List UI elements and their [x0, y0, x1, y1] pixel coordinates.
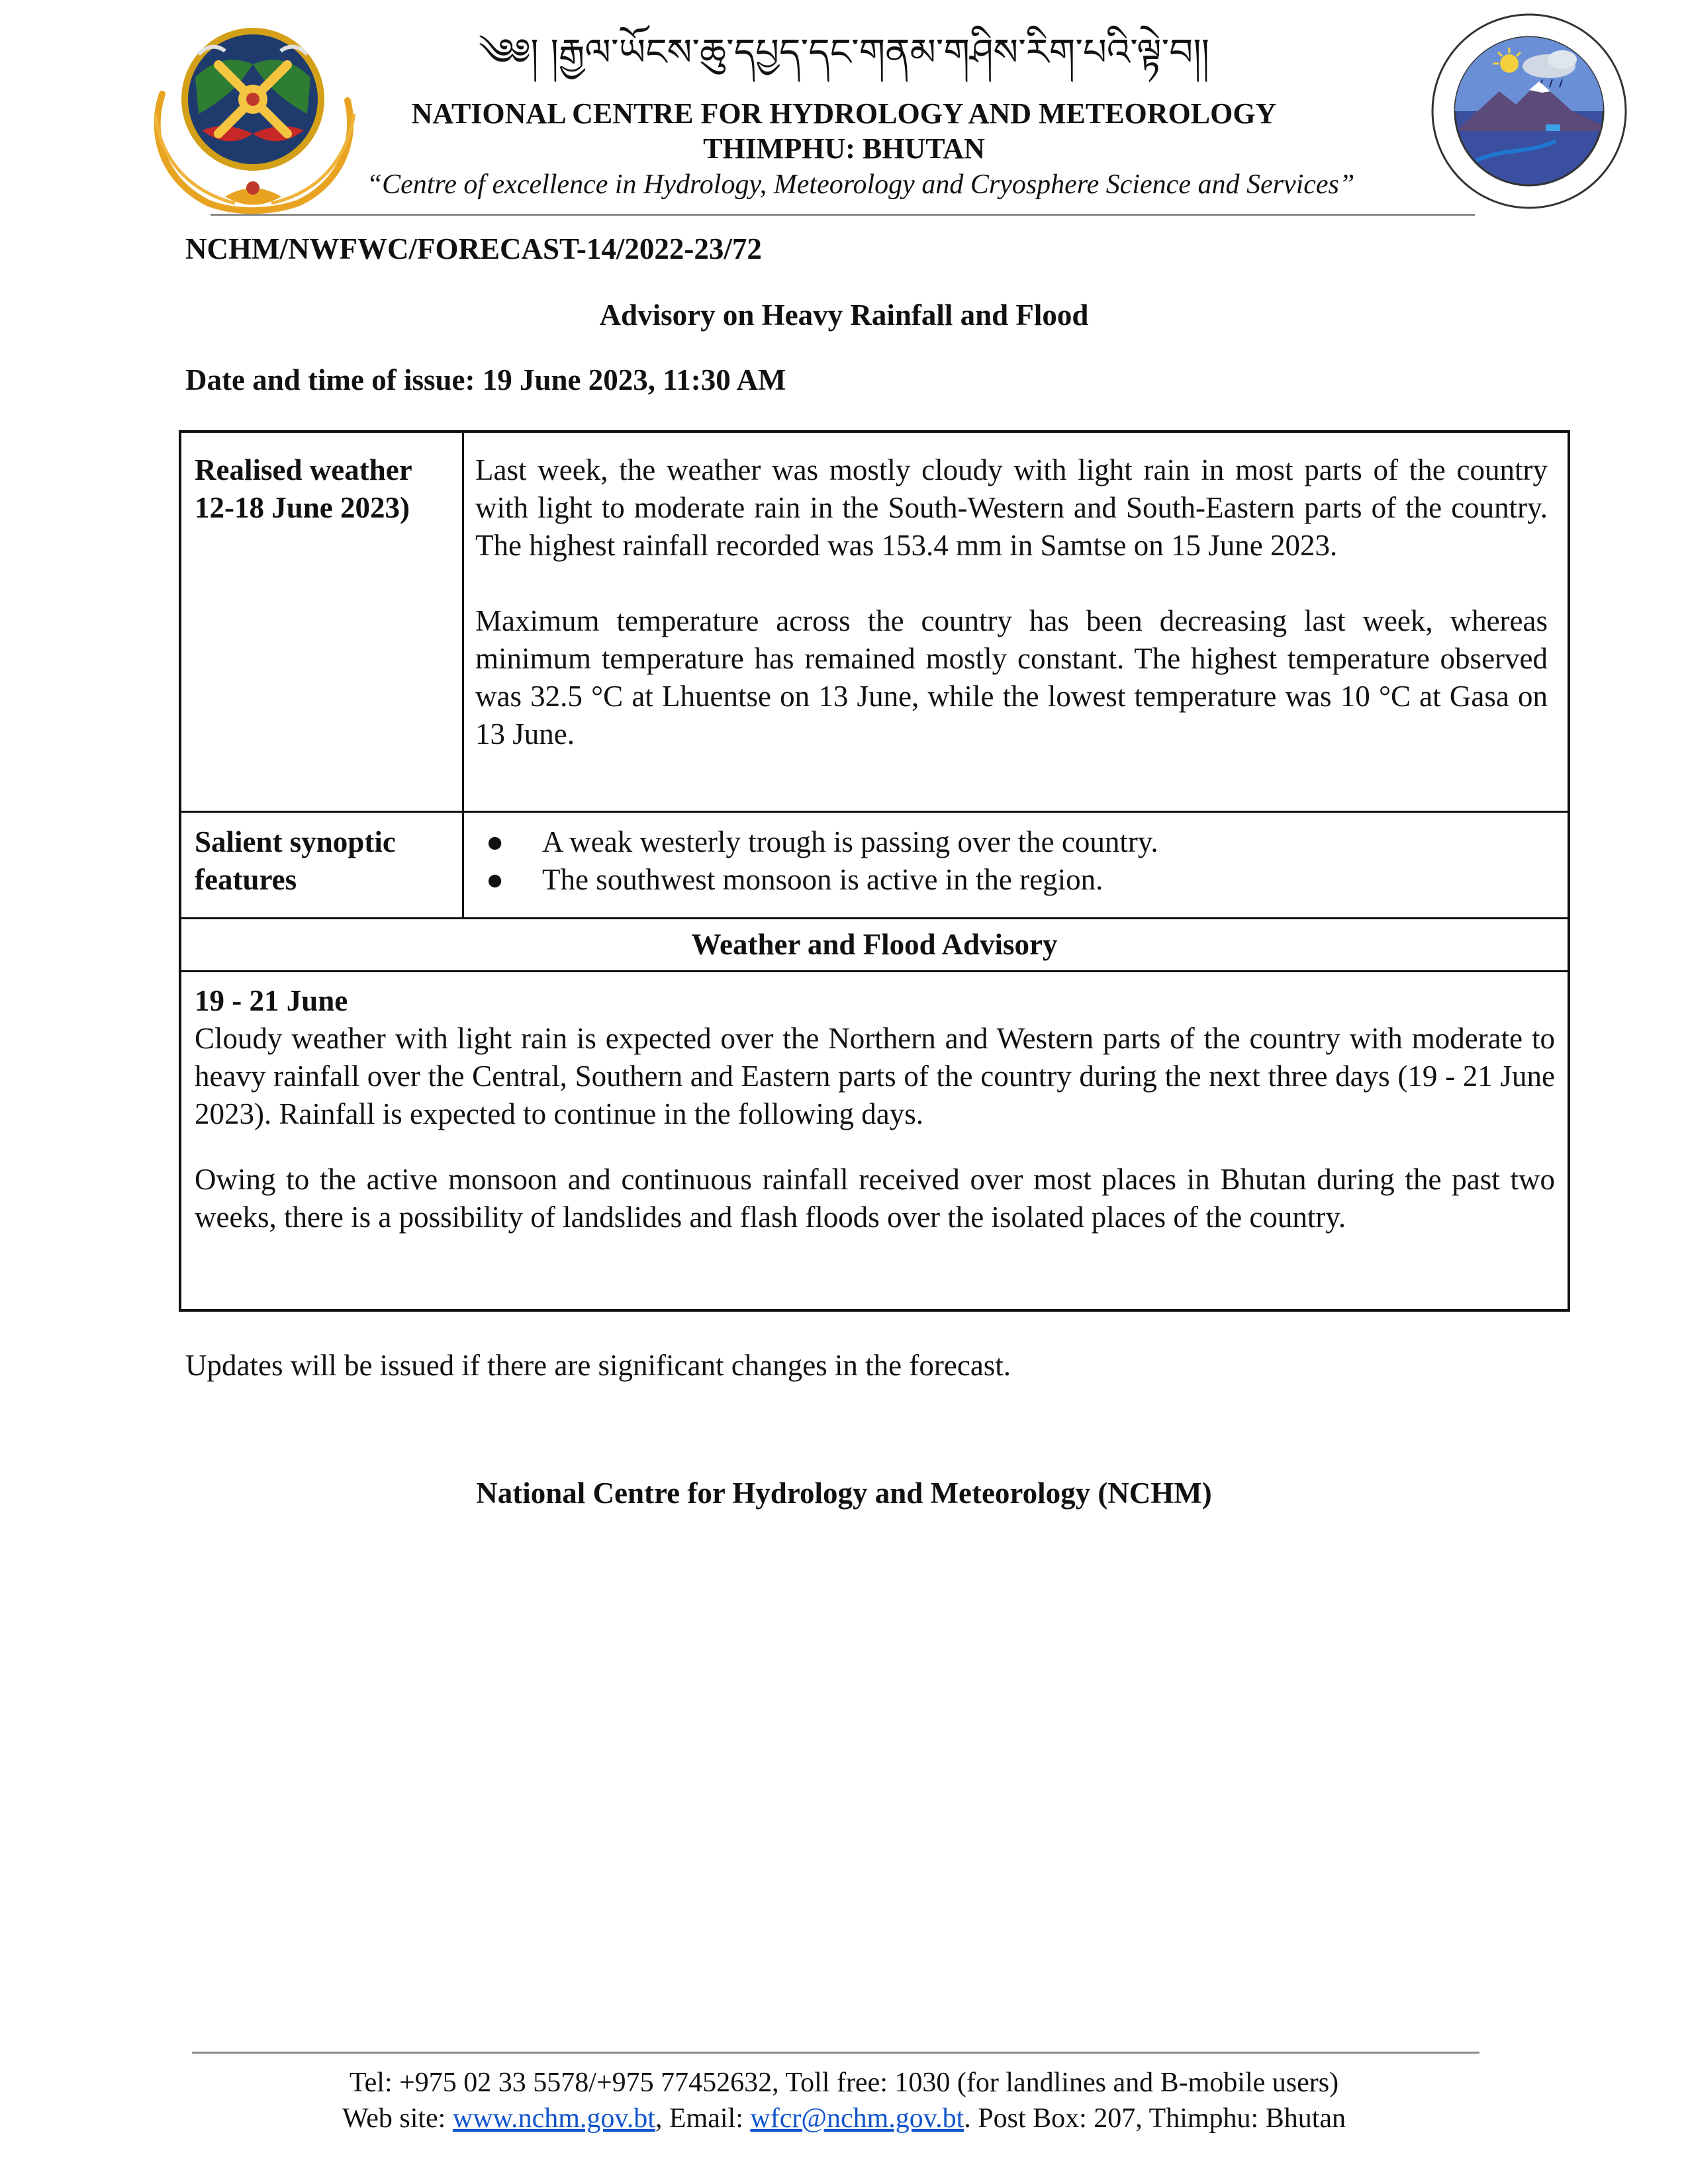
synoptic-features-label: Salient synoptic features — [195, 825, 396, 896]
list-item: ● A weak westerly trough is passing over the country. — [486, 823, 1545, 861]
row-divider — [181, 970, 1568, 972]
advisory-paragraph-1: Cloudy weather with light rain is expected over the Northern and Western parts of the country with moderate to heavy rainfall over the Central, Southern and Eastern parts of the country during the next three days (19 - 21 June 2023). Rainfall is expected to continue in the following days. — [195, 1022, 1555, 1130]
issue-datetime: Date and time of issue: 19 June 2023, 11:30 AM — [185, 363, 786, 396]
realised-paragraph-1: Last week, the weather was mostly cloudy with light rain in most parts of the country with light to moderate rain in the South-Western and South-Eastern parts of the country. The highest rainfall recorded was 153.4 mm in Samtse on 15 June 2023. — [475, 453, 1548, 562]
realised-paragraph-2: Maximum temperature across the country has been decreasing last week, whereas minimum temperature has remained mostly constant. The highest temperature observed was 32.5 °C at Lhuentse on 13 June, while the lowest temperature was 10 °C at Gasa on 13 June. — [475, 604, 1548, 751]
nchm-logo-icon — [1430, 12, 1628, 210]
column-divider — [462, 433, 464, 917]
list-item: ● The southwest monsoon is active in the region. — [486, 861, 1545, 899]
footer-web-line: Web site: www.nchm.gov.bt, Email: wfcr@nchm.gov.bt. Post Box: 207, Thimphu: Bhutan — [342, 2103, 1346, 2134]
updates-note: Updates will be issued if there are significant changes in the forecast. — [185, 1349, 1011, 1382]
bullet-icon: ● — [486, 825, 504, 858]
row-divider — [181, 917, 1568, 919]
advisory-paragraph-2: Owing to the active monsoon and continuous rainfall received over most places in Bhutan during the past two weeks, there is a possibility of landslides and flash floods over the isolated places of the country. — [195, 1163, 1555, 1234]
bullet-icon: ● — [486, 863, 504, 896]
realised-weather-text — [475, 451, 1548, 753]
synoptic-features-list — [486, 823, 1545, 899]
advisory-table — [179, 430, 1570, 1312]
document-title: Advisory on Heavy Rainfall and Flood — [599, 298, 1089, 332]
organization-motto: “Centre of excellence in Hydrology, Meteorology and Cryosphere Science and Services” — [366, 169, 1355, 200]
header-divider — [211, 214, 1475, 216]
advisory-body — [195, 982, 1555, 1236]
reference-number: NCHM/NWFWC/FORECAST-14/2022-23/72 — [185, 232, 762, 265]
organization-city: THIMPHU: BHUTAN — [703, 132, 985, 165]
closing-signature: National Centre for Hydrology and Meteorology (NCHM) — [476, 1477, 1212, 1510]
row-divider — [181, 811, 1568, 813]
website-link[interactable]: www.nchm.gov.bt — [452, 2103, 655, 2134]
realised-weather-label: Realised weather 12-18 June 2023) — [195, 453, 412, 524]
advisory-period: 19 - 21 June — [195, 984, 348, 1017]
email-link[interactable]: wfcr@nchm.gov.bt — [750, 2103, 964, 2134]
footer-contact-line: Tel: +975 02 33 5578/+975 77452632, Toll free: 1030 (for landlines and B-mobile users) — [349, 2068, 1339, 2098]
tibetan-title: ༄༅། །རྒྱལ་ཡོངས་ཆུ་དཔྱད་དང་གནམ་གཤིས་རིག་པའི་ལྟེ་བ།། — [478, 31, 1210, 74]
organization-name: NATIONAL CENTRE FOR HYDROLOGY AND METEOROLOGY — [411, 97, 1277, 130]
advisory-heading: Weather and Flood Advisory — [691, 928, 1058, 961]
footer-divider — [192, 2052, 1479, 2054]
